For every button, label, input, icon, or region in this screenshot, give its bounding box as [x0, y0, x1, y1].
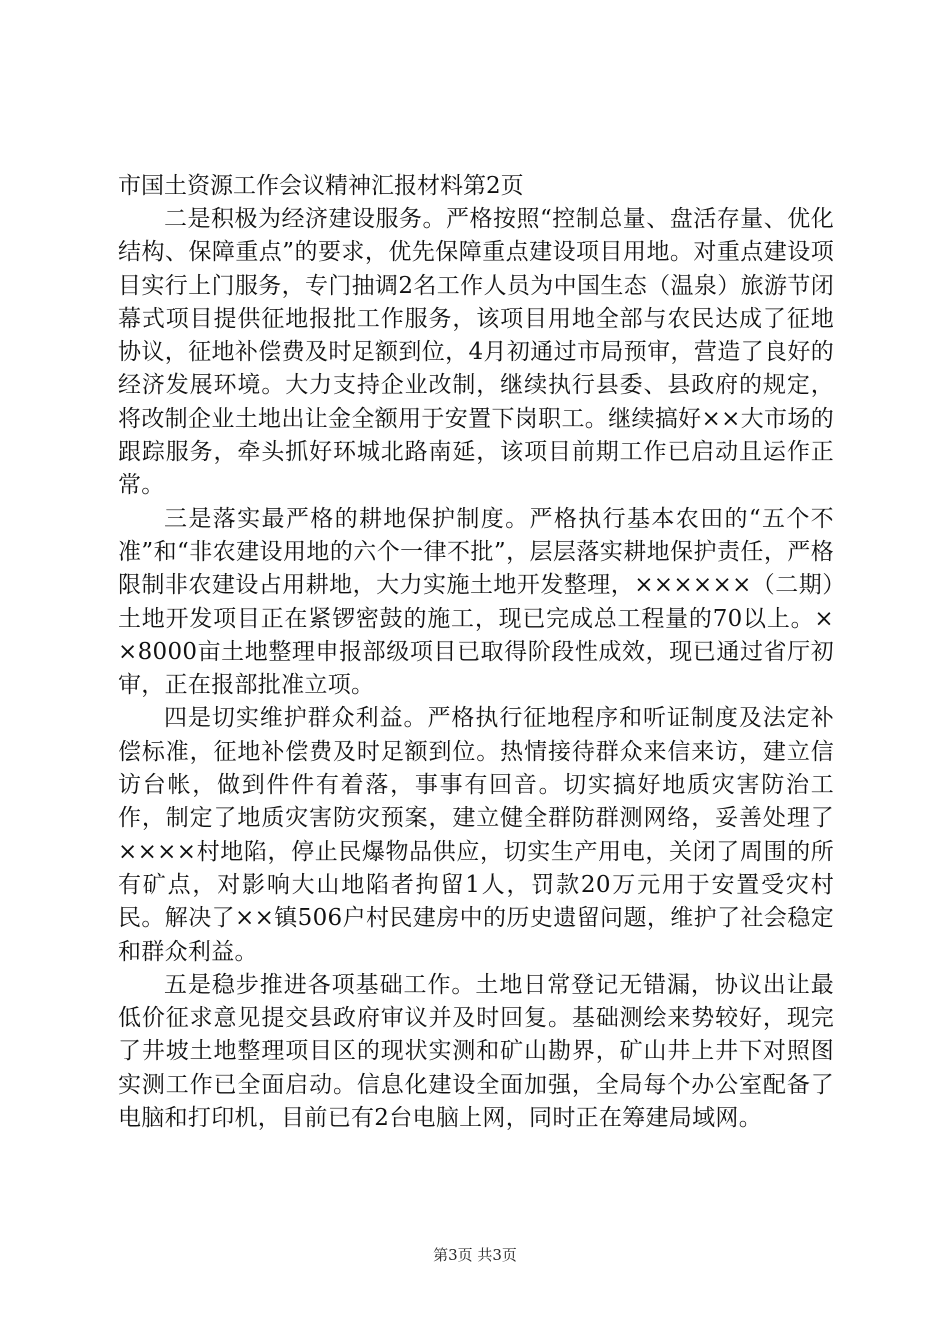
- paragraph-basic-work: 五是稳步推进各项基础工作。土地日常登记无错漏，协议出让最低价征求意见提交县政府审议并及时回复。基础测绘来势较好，现完了井坡土地整理项目区的现状实测和矿山勘界，矿山井上井下对照图实测工作已全面启动。信息化建设全面加强，全局每个办公室配备了电脑和打印机，目前已有2台电脑上网，同时正在筹建局域网。: [118, 971, 834, 1132]
- paragraph-farmland-protection: 三是落实最严格的耕地保护制度。严格执行基本农田的“五个不准”和“非农建设用地的六个一律不批”，层层落实耕地保护责任，严格限制非农建设占用耕地，大力实施土地开发整理，××××××（二期）土地开发项目正在紧锣密鼓的施工，现已完成总工程量的70以上。××8000亩土地整理申报部级项目已取得阶段性成效，现已通过省厅初审，正在报部批准立项。: [118, 505, 834, 699]
- paragraph-economic-service: 二是积极为经济建设服务。严格按照“控制总量、盘活存量、优化结构、保障重点”的要求，优先保障重点建设项目用地。对重点建设项目实行上门服务，专门抽调2名工作人员为中国生态（温泉）旅游节闭幕式项目提供征地报批工作服务，该项目用地全部与农民达成了征地协议，征地补偿费及时足额到位，4月初通过市局预审，营造了良好的经济发展环境。大力支持企业改制，继续执行县委、县政府的规定，将改制企业土地出让金全额用于安置下岗职工。继续搞好××大市场的跟踪服务，牵头抓好环城北路南延，该项目前期工作已启动且运作正常。: [118, 206, 834, 499]
- document-body: [118, 170, 834, 1135]
- paragraph-public-interest: 四是切实维护群众利益。严格执行征地程序和听证制度及法定补偿标准，征地补偿费及时足额到位。热情接待群众来信来访，建立信访台帐，做到件件有着落，事事有回音。切实搞好地质灾害防治工作，制定了地质灾害防灾预案，建立健全群防群测网络，妥善处理了××××村地陷，停止民爆物品供应，切实生产用电，关闭了周围的所有矿点，对影响大山地陷者拘留1人，罚款20万元用于安置受灾村民。解决了××镇506户村民建房中的历史遗留问题，维护了社会稳定和群众利益。: [118, 705, 834, 965]
- document-title: 市国土资源工作会议精神汇报材料第2页: [118, 173, 524, 199]
- page-footer: 第3页 共3页: [433, 1246, 517, 1264]
